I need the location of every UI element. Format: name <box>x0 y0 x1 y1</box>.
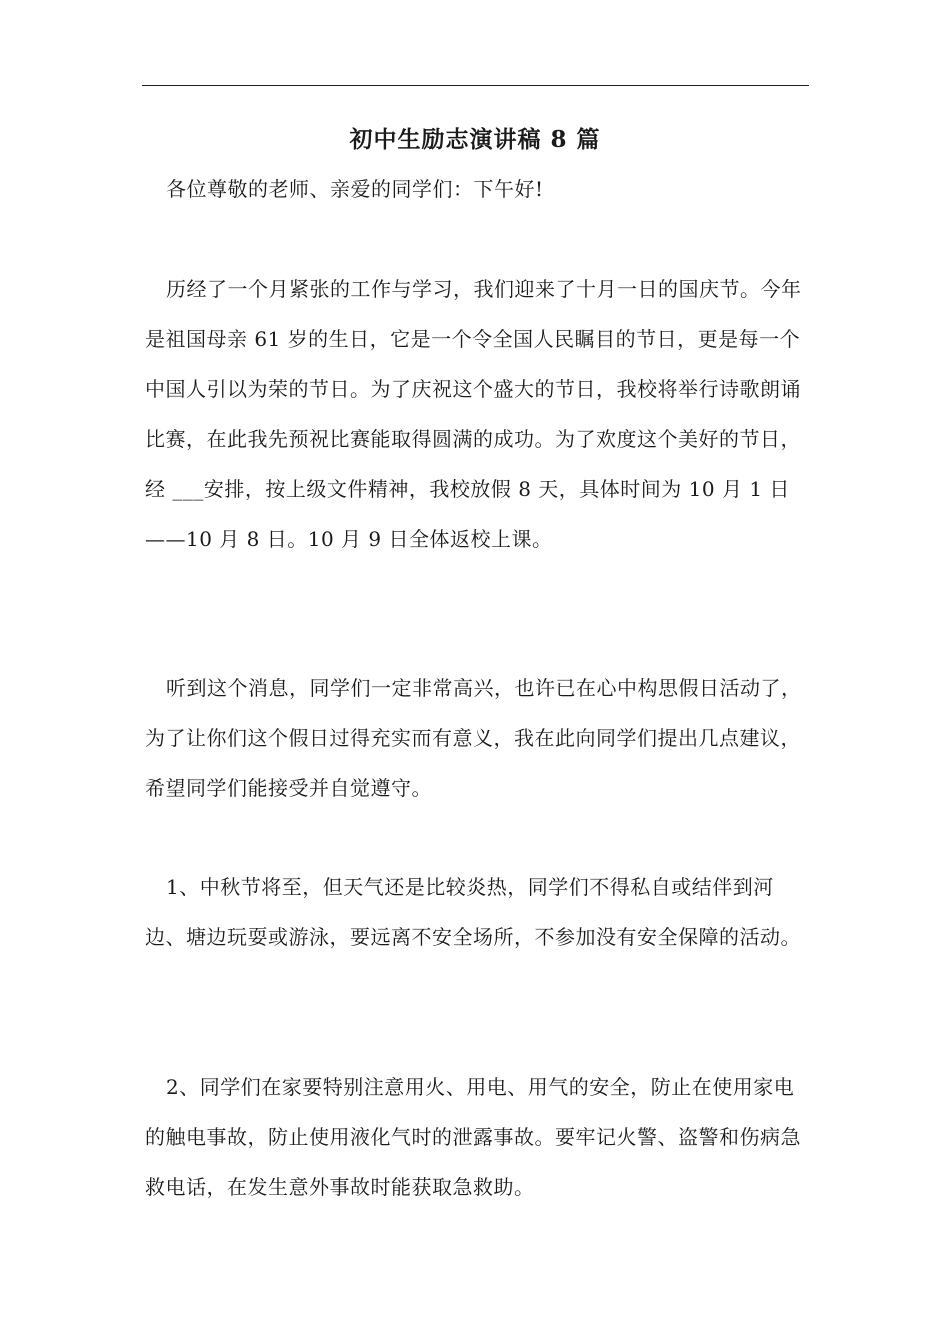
document-title: 初中生励志演讲稿 8 篇 <box>349 126 601 153</box>
paragraph-home-safety: 2、同学们在家要特别注意用火、用电、用气的安全，防止在使用家电的触电事故，防止使用液化气时的泄露事故。要牢记火警、盗警和伤病急救电话，在发生意外事故时能获取急救助。 <box>145 1075 801 1199</box>
header-rule <box>142 85 809 86</box>
paragraph-holiday-suggestions: 听到这个消息，同学们一定非常高兴，也许已在心中构思假日活动了，为了让你们这个假日过得充实而有意义，我在此向同学们提出几点建议，希望同学们能接受并自觉遵守。 <box>145 676 802 800</box>
paragraph-national-day: 历经了一个月紧张的工作与学习，我们迎来了十月一日的国庆节。今年是祖国母亲 61 岁的生日，它是一个令全国人民瞩目的节日，更是每一个中国人引以为荣的节日。为了庆祝这个盛大的节日，我校将举行诗歌朗诵比赛，在此我先预祝比赛能取得圆满的成功。为了欢度这个美好的节日，经 ___安排，按上级文件精神，我校放假 8 天，具体时间为 10 月 1 日——10 月 8 日。10 月 9 日全体返校上课。 <box>145 277 802 551</box>
greeting: 各位尊敬的老师、亲爱的同学们：下午好! <box>166 177 544 201</box>
paragraph-water-safety: 1、中秋节将至，但天气还是比较炎热，同学们不得私自或结伴到河边、塘边玩耍或游泳，要远离不安全场所，不参加没有安全保障的活动。 <box>145 875 801 949</box>
